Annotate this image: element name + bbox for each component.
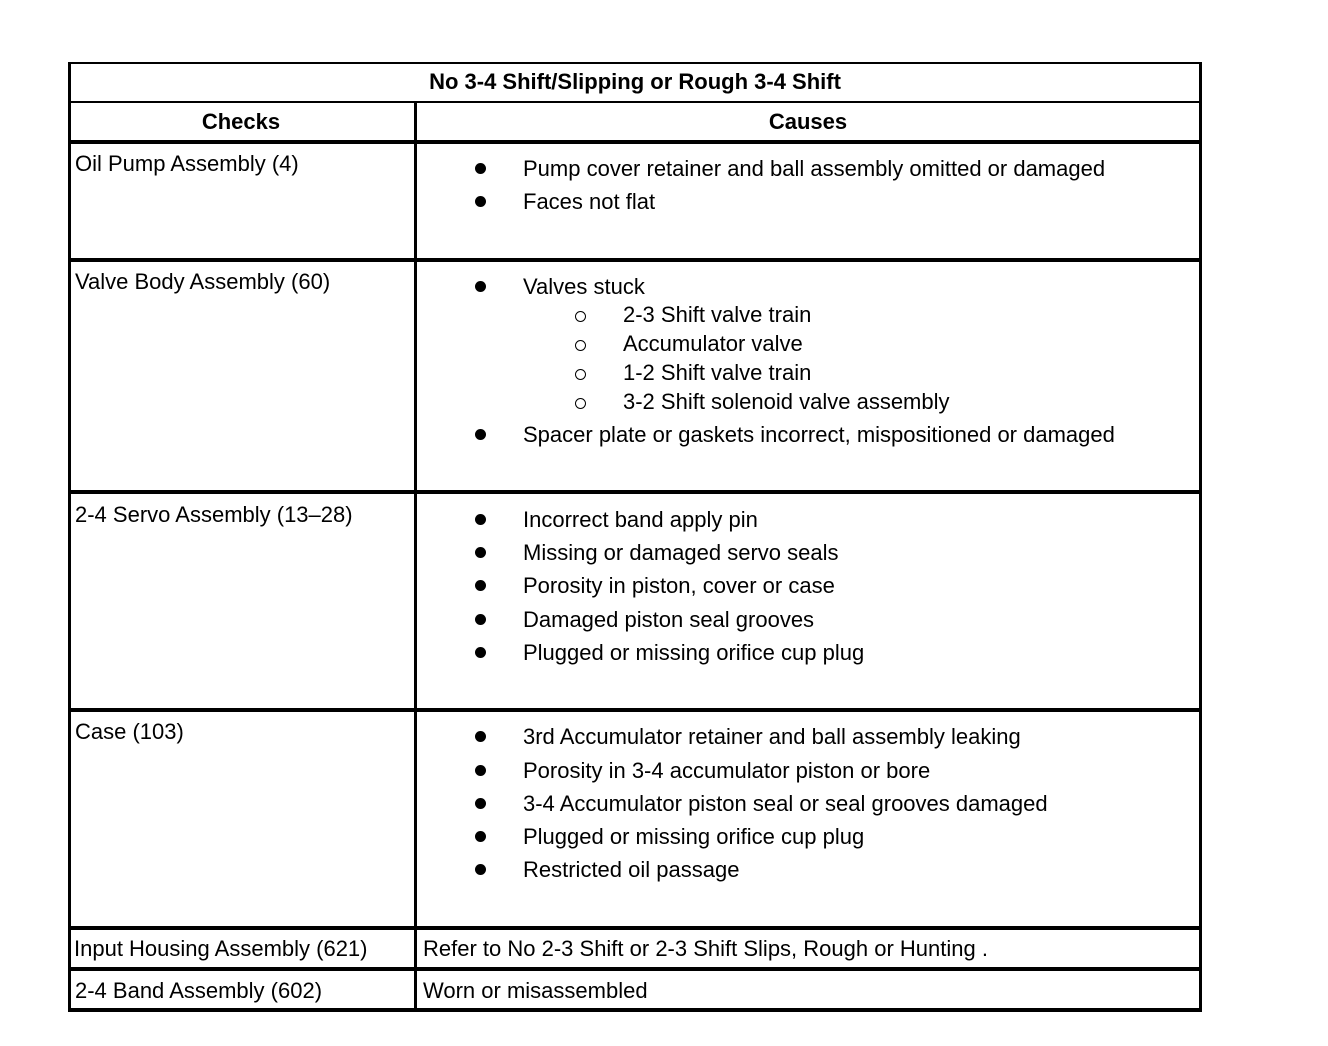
cause-item: Porosity in 3-4 accumulator piston or bore (523, 758, 931, 783)
cause-item: Restricted oil passage (523, 857, 740, 882)
cause-item: 3-4 Accumulator piston seal or seal grooves damaged (523, 791, 1048, 816)
divider-row-3 (68, 708, 1202, 712)
subcause-item: 1-2 Shift valve train (623, 360, 812, 385)
divider-title (68, 101, 1202, 103)
subcause-item: 3-2 Shift solenoid valve assembly (623, 389, 950, 414)
cause-item: Plugged or missing orifice cup plug (523, 824, 865, 849)
check-servo: 2-4 Servo Assembly (13–28) (75, 502, 353, 527)
divider-row-5 (68, 967, 1202, 971)
cause-text: Refer to No 2-3 Shift or 2-3 Shift Slips, Rough or Hunting . (423, 936, 988, 961)
cause-item: Faces not flat (523, 189, 656, 214)
cause-item: Valves stuck (523, 274, 645, 299)
cause-item: Incorrect band apply pin (523, 507, 758, 532)
table-border-left (68, 62, 71, 1012)
bullet-icon (475, 514, 486, 525)
bullet-icon (475, 831, 486, 842)
bullet-icon (475, 196, 486, 207)
sub-bullet-icon (575, 369, 586, 380)
table-border-bottom (68, 1008, 1202, 1012)
bullet-icon (475, 163, 486, 174)
bullet-icon (475, 429, 486, 440)
table-border-right (1199, 62, 1202, 1012)
bullet-icon (475, 798, 486, 809)
bullet-icon (475, 731, 486, 742)
cause-item: 3rd Accumulator retainer and ball assembly leaking (523, 724, 1021, 749)
check-valve-body: Valve Body Assembly (60) (75, 269, 331, 294)
check-input-housing: Input Housing Assembly (621) (74, 936, 368, 961)
cause-text: Worn or misassembled (423, 978, 648, 1003)
bullet-icon (475, 647, 486, 658)
check-case: Case (103) (75, 719, 184, 744)
check-oil-pump: Oil Pump Assembly (4) (75, 151, 299, 176)
bullet-icon (475, 580, 486, 591)
sub-bullet-icon (575, 398, 586, 409)
cause-item: Porosity in piston, cover or case (523, 573, 835, 598)
cause-item: Spacer plate or gaskets incorrect, mispositioned or damaged (523, 422, 1115, 447)
header-causes: Causes (768, 109, 848, 134)
diagnostic-table (68, 62, 1202, 1012)
sub-bullet-icon (575, 311, 586, 322)
subcause-item: 2-3 Shift valve train (623, 302, 812, 327)
sub-bullet-icon (575, 340, 586, 351)
check-band: 2-4 Band Assembly (602) (75, 978, 323, 1003)
divider-row-2 (68, 490, 1202, 494)
cause-item: Missing or damaged servo seals (523, 540, 839, 565)
divider-row-4 (68, 926, 1202, 930)
bullet-icon (475, 765, 486, 776)
bullet-icon (475, 281, 486, 292)
divider-row-1 (68, 258, 1202, 262)
bullet-icon (475, 547, 486, 558)
cause-item: Pump cover retainer and ball assembly omitted or damaged (523, 156, 1106, 181)
bullet-icon (475, 864, 486, 875)
table-border-top (68, 62, 1202, 64)
column-divider (414, 102, 417, 1012)
bullet-icon (475, 614, 486, 625)
table-title: No 3-4 Shift/Slipping or Rough 3-4 Shift (429, 69, 841, 94)
cause-item: Damaged piston seal grooves (523, 607, 815, 632)
subcause-item: Accumulator valve (623, 331, 803, 356)
header-checks: Checks (201, 109, 281, 134)
cause-item: Plugged or missing orifice cup plug (523, 640, 865, 665)
divider-header (68, 140, 1202, 144)
